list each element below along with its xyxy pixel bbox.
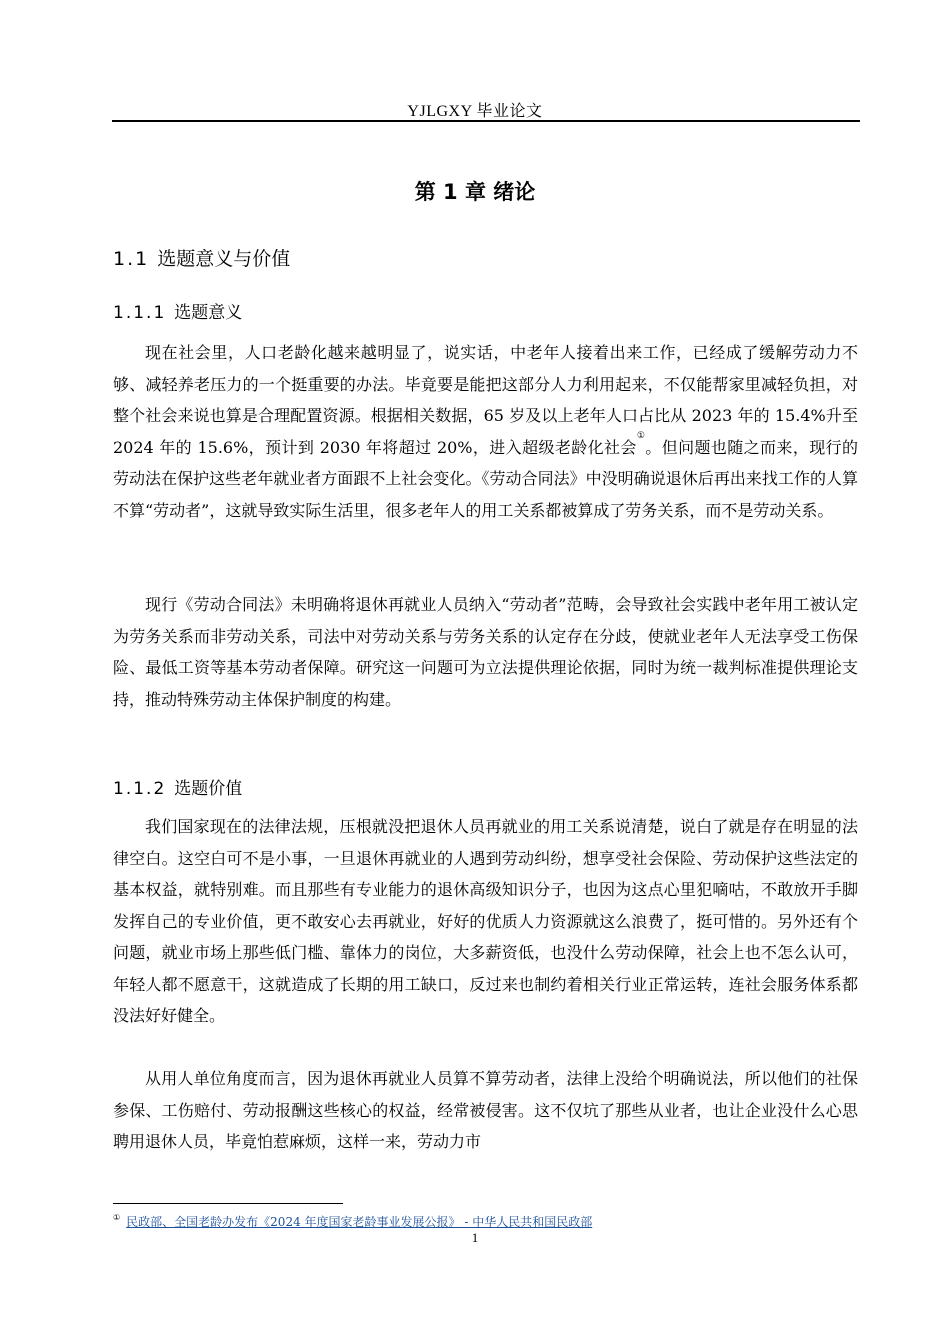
subsection-heading-1-1-1 (113, 298, 242, 323)
footnote-reference[interactable]: ① (636, 430, 646, 441)
paragraph-1 (113, 337, 858, 526)
section-heading-1-1 (113, 244, 290, 271)
section-title: 选题意义与价值 (157, 248, 291, 270)
paragraph-1-text: 现在社会里，人口老龄化越来越明显了，说实话，中老年人接着出来工作，已经成了缓解劳动力不够、减轻养老压力的一个挺重要的办法。毕竟要是能把这部分人力利用起来，不仅能帮家里减轻负担，对整个社会来说也算是合理配置资源。根据相关数据，65 岁及以上老年人口占比从 2023 年的 15.4%升至 2024 年的 15.6%，预计到 2030 年将超过 20%，进入超级老龄化社会 (113, 343, 858, 457)
paragraph-2: 现行《劳动合同法》未明确将退休再就业人员纳入“劳动者”范畴，会导致社会实践中老年用工被认定为劳务关系而非劳动关系，司法中对劳动关系与劳务关系的认定存在分歧，使就业老年人无法享受工伤保险、最低工资等基本劳动者保障。研究这一问题可为立法提供理论依据，同时为统一裁判标准提供理论支持，推动特殊劳动主体保护制度的构建。 (113, 595, 858, 709)
header-divider (112, 120, 860, 122)
subsection-title: 选题意义 (174, 303, 243, 323)
footnote-divider (113, 1203, 343, 1204)
chapter-title: 第 1 章 绪论 (414, 180, 536, 204)
subsection-title: 选题价值 (174, 779, 243, 799)
subsection-heading-1-1-2 (113, 774, 242, 799)
footnote (113, 1213, 592, 1230)
paragraph-4: 从用人单位角度而言，因为退休再就业人员算不算劳动者，法律上没给个明确说法，所以他们的社保参保、工伤赔付、劳动报酬这些核心的权益，经常被侵害。这不仅坑了那些从业者，也让企业没什么心思聘用退休人员，毕竟怕惹麻烦，这样一来，劳动力市 (113, 1069, 858, 1151)
section-number: 1.1 (113, 248, 150, 270)
page-header-title: YJLGXY 毕业论文 (407, 103, 543, 120)
paragraph-1-text-cont: 。但问题也随之而来，现行的劳动法在保护这些老年就业者方面跟不上社会变化。《劳动合同法》中没明确说退休后再出来找工作的人算不算“劳动者”，这就导致实际生活里，很多老年人的用工关系都被算成了劳务关系，而不是劳动关系。 (113, 437, 858, 520)
subsection-number: 1.1.2 (113, 779, 167, 799)
footnote-link[interactable]: 民政部、全国老龄办发布《2024 年度国家老龄事业发展公报》 - 中华人民共和国民政部 (126, 1215, 593, 1229)
footnote-mark: ① (113, 1213, 121, 1222)
paragraph-3: 我们国家现在的法律法规，压根就没把退休人员再就业的用工关系说清楚，说白了就是存在明显的法律空白。这空白可不是小事，一旦退休再就业的人遇到劳动纠纷，想享受社会保险、劳动保护这些法定的基本权益，就特别难。而且那些有专业能力的退休高级知识分子，也因为这点心里犯嘀咕，不敢放开手脚发挥自己的专业价值，更不敢安心去再就业，好好的优质人力资源就这么浪费了，挺可惜的。另外还有个问题，就业市场上那些低门槛、靠体力的岗位，大多薪资低，也没什么劳动保障，社会上也不怎么认可，年轻人都不愿意干，这就造成了长期的用工缺口，反过来也制约着相关行业正常运转，连社会服务体系都没法好好健全。 (113, 817, 858, 1025)
page-number: 1 (471, 1230, 479, 1245)
subsection-number: 1.1.1 (113, 303, 167, 323)
